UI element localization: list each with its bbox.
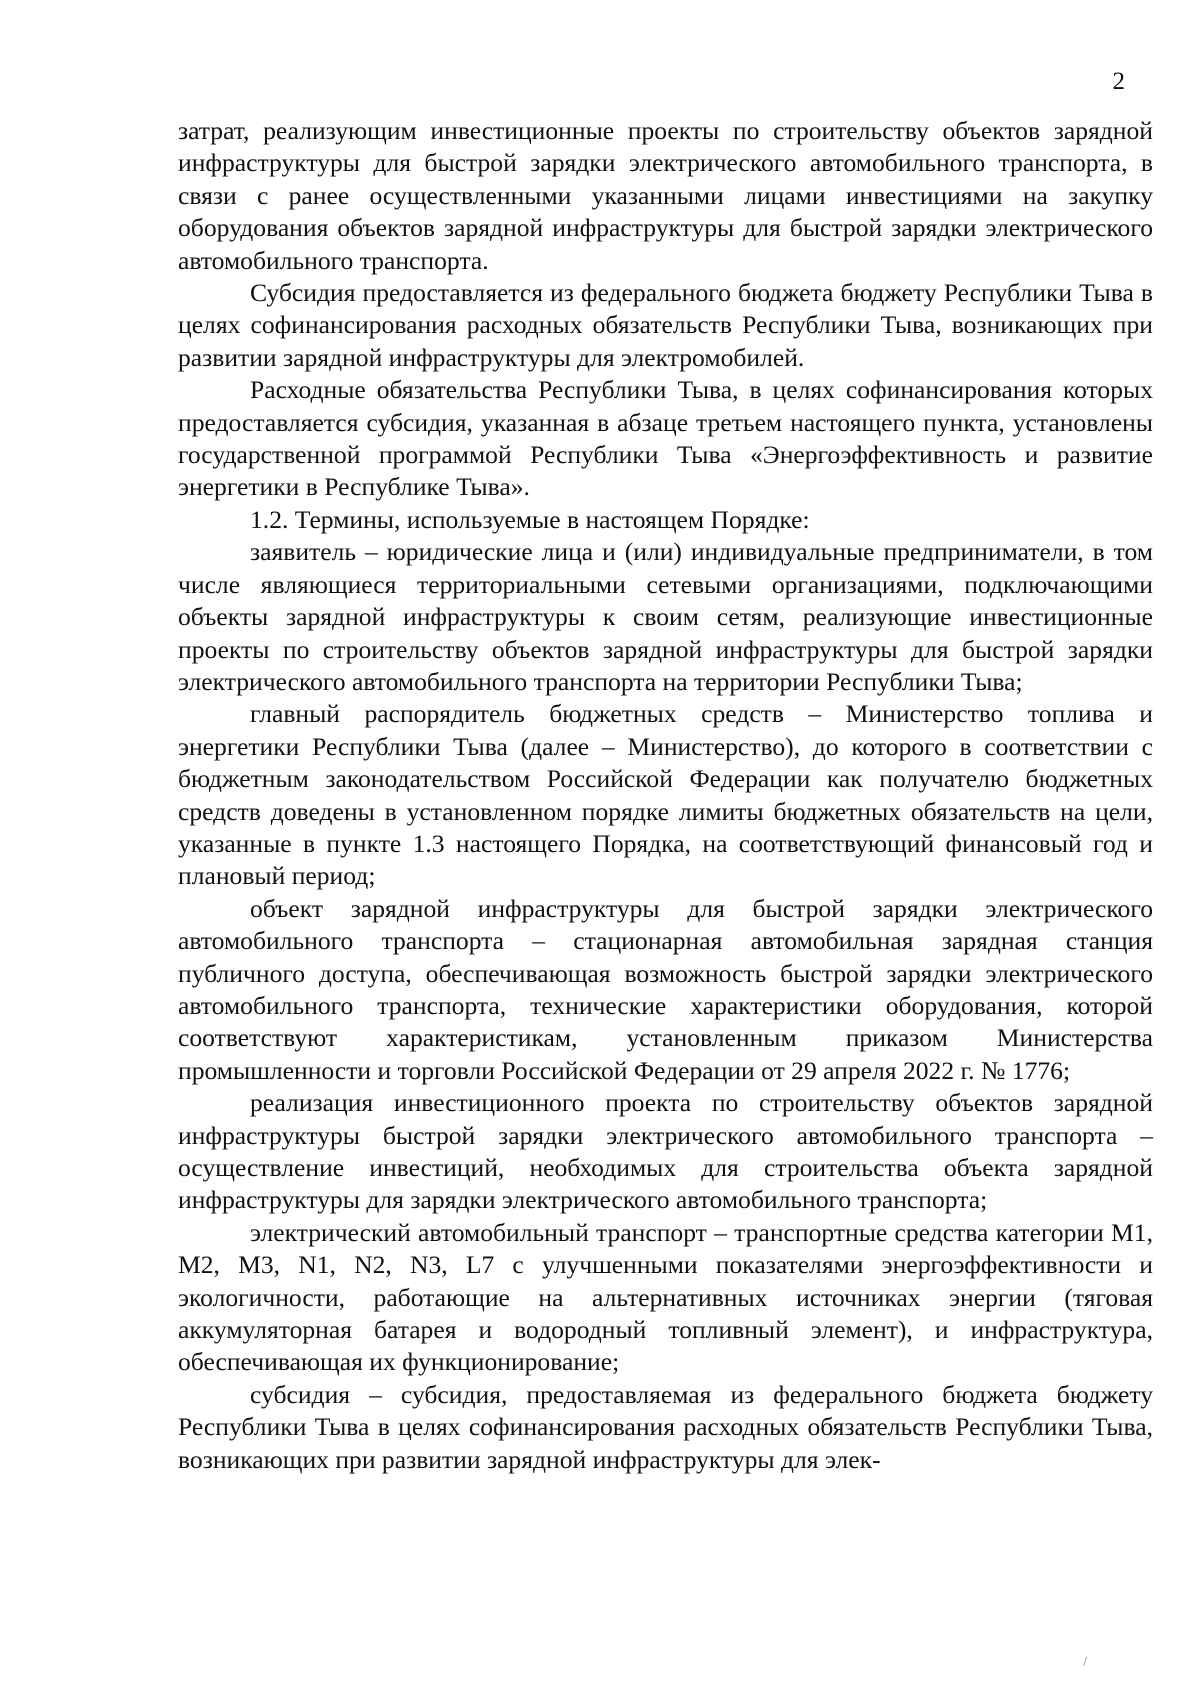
corner-mark: / [1083,1655,1087,1670]
paragraph-expenditure-obligations: Расходные обязательства Республики Тыва, в целях софинансирования которых предоставляется субсидия, указанная в абзаце третьем настоящего пункта, установлены государственной программой Республики Тыва «Энергоэффективность и развитие энергетики в Республике Тыва». [178,375,1153,502]
paragraph-term-budget-manager: главный распорядитель бюджетных средств – Министерство топлива и энергетики Республики Тыва (далее – Министерство), до которого в соответствии с бюджетным законодательством Российской Федерации как получателю бюджетных средств доведены в установленном порядке лимиты бюджетных обязательств на цели, указанные в пункте 1.3 настоящего Порядка, на соответствующий финансовый год и плановый период; [178,699,1153,891]
paragraph-term-charging-object: объект зарядной инфраструктуры для быстрой зарядки электрического автомобильного транспорта – стационарная автомобильная зарядная станция публичного доступа, обеспечивающая возможность быстрой зарядки электрического автомобильного транспорта, технические характеристики оборудования, которой соответствуют характеристикам, установленным приказом Министерства промышленности и торговли Российской Федерации от 29 апреля 2022 г. № 1776; [178,893,1153,1085]
paragraph-subsidy-source: Субсидия предоставляется из федерального бюджета бюджету Республики Тыва в целях софинансирования расходных обязательств Республики Тыва, возникающих при развитии зарядной инфраструктуры для электромобилей. [178,278,1153,372]
paragraph-terms-heading: 1.2. Термины, используемые в настоящем Порядке: [250,504,810,534]
paragraph-term-electric-transport: электрический автомобильный транспорт – транспортные средства категории М1, М2, М3, N1, N2, N3, L7 с улучшенными показателями энергоэффективности и экологичности, работающие на альтернативных источниках энергии (тяговая аккумуляторная батарея и водородный топливный элемент), и инфраструктура, обеспечивающая их функционирование; [178,1217,1153,1377]
document-body [178,115,1153,1476]
page-number: 2 [1112,68,1125,95]
paragraph-term-applicant: заявитель – юридические лица и (или) индивидуальные предприниматели, в том числе являющиеся территориальными сетевыми организациями, подключающими объекты зарядной инфраструктуры к своим сетям, реализующие инвестиционные проекты по строительству объектов зарядной инфраструктуры для быстрой зарядки электрического автомобильного транспорта на территории Республики Тыва; [178,537,1153,696]
paragraph-term-project-implementation: реализация инвестиционного проекта по строительству объектов зарядной инфраструктуры быстрой зарядки электрического автомобильного транспорта – осуществление инвестиций, необходимых для строительства объекта зарядной инфраструктуры для зарядки электрического автомобильного транспорта; [178,1088,1153,1215]
paragraph-continuation: затрат, реализующим инвестиционные проекты по строительству объектов зарядной инфраструктуры для быстрой зарядки электрического автомобильного транспорта, в связи с ранее осуществленными указанными лицами инвестициями на закупку оборудования объектов зарядной инфраструктуры для быстрой зарядки электрического автомобильного транспорта. [178,116,1153,275]
paragraph-term-subsidy: субсидия – субсидия, предоставляемая из федерального бюджета бюджету Республики Тыва в целях софинансирования расходных обязательств Республики Тыва, возникающих при развитии зарядной инфраструктуры для элек- [178,1379,1153,1474]
